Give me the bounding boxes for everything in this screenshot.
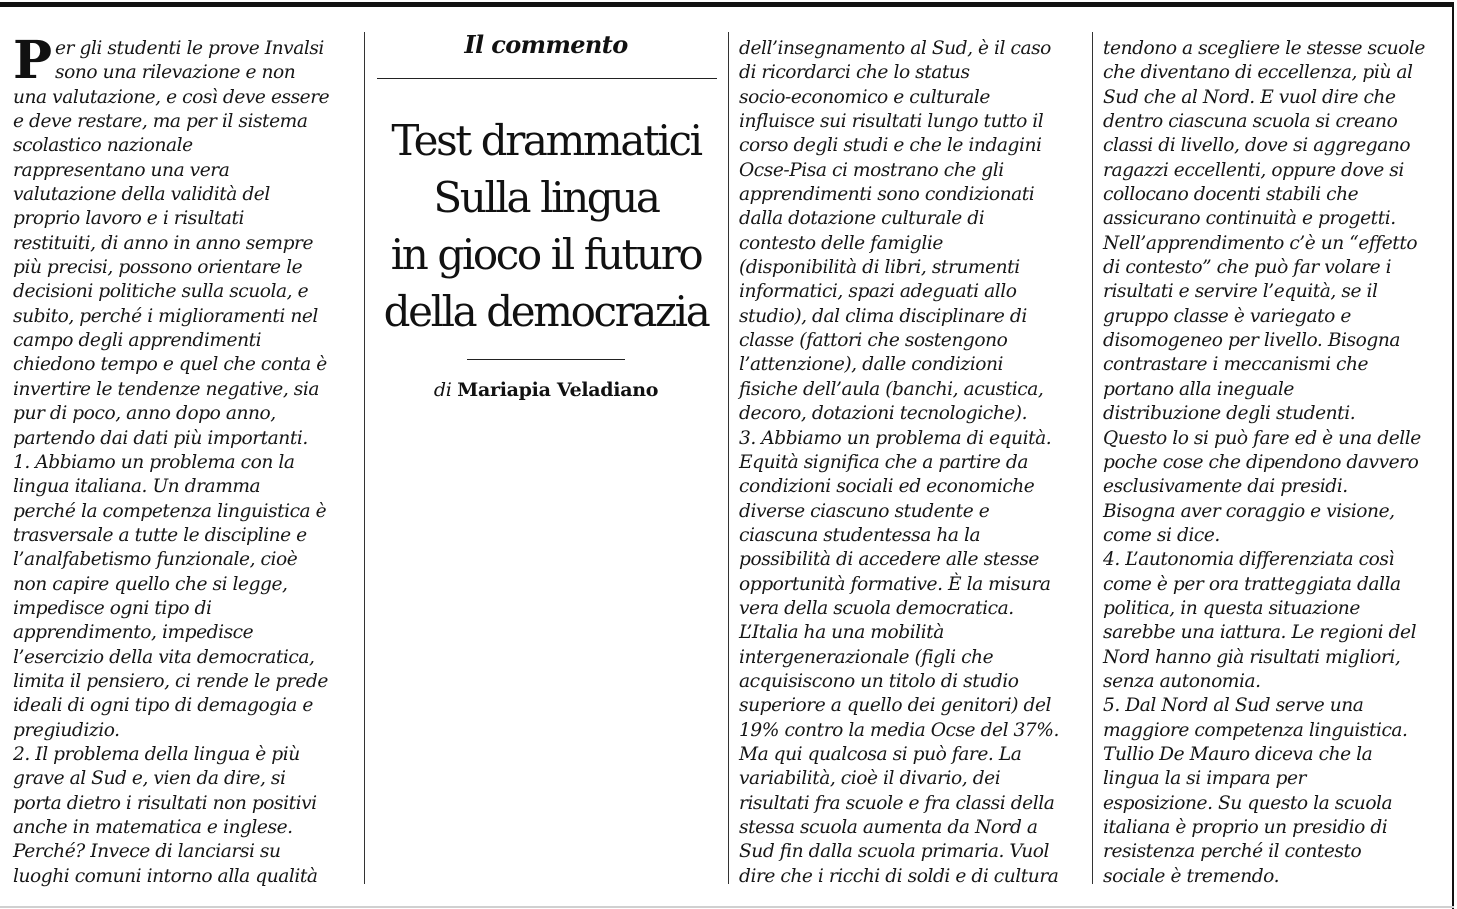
text-line: (disponibilità di libri, strumenti [739,257,1020,279]
text-line: ideali di ogni tipo di demagogia e [13,695,313,717]
rubric-rule [377,78,717,79]
text-line: Tullio De Mauro diceva che la [1103,743,1373,765]
text-line: luoghi comuni intorno alla qualità [13,865,318,887]
text-line: Perché? Invece di lanciarsi su [13,841,281,863]
headline [365,112,727,340]
text-line: er gli studenti le prove Invalsi [55,38,324,59]
text-line: italiana è proprio un presidio di [1103,817,1388,838]
text-line: possibilità di accedere alle stesse [739,549,1039,571]
text-line: contesto delle famiglie [739,232,943,254]
text-line: come si dice. [1103,524,1220,546]
text-line: Equità significa che a partire da [739,451,1028,473]
text-line: ciascuna studentessa ha la [739,524,981,546]
text-line: invertire le tendenze negative, sia [13,378,319,400]
text-line: sono una rilevazione e non [55,62,296,84]
text-line: vera della scuola democratica. [739,597,1014,619]
text-line: una valutazione, e così deve essere [13,86,330,108]
text-line: portano alla ineguale [1103,378,1294,400]
byline [375,376,717,404]
text-line: L’Italia ha una mobilità [739,622,944,644]
text-line: Ocse-Pisa ci mostrano che gli [739,159,1004,181]
text-line: Sud fin dalla scuola primaria. Vuol [739,841,1049,863]
rubric-label: Il commento [464,30,628,59]
text-line: risultati e servire l’equità, se il [1103,281,1378,303]
text-line: pur di poco, anno dopo anno, [13,403,276,425]
text-line: di contesto” che può far volare i [1103,257,1392,279]
article-column-3 [739,37,1084,889]
text-line: partendo dai dati più importanti. [13,427,308,449]
text-line: rappresentano una vera [13,159,230,181]
text-line: subito, perché i miglioramenti nel [13,305,318,327]
text-line: disomogeneo per livello. Bisogna [1103,330,1400,352]
text-line: non capire quello che si legge, [13,573,288,595]
text-line: apprendimenti sono condizionati [739,184,1035,206]
text-line: gruppo classe è variegato e [1103,305,1351,327]
text-line: Sud che al Nord. E vuol dire che [1103,86,1396,108]
text-line: classi di livello, dove si aggregano [1103,135,1411,157]
text-line: l’esercizio della vita democratica, [13,646,315,668]
text-line: Questo lo si può fare ed è una delle [1103,427,1421,449]
text-line: Nord hanno già risultati migliori, [1103,646,1401,668]
article-column-4 [1103,37,1448,889]
text-line: tendono a scegliere le stesse scuole [1103,38,1425,59]
text-line: decisioni politiche sulla scuola, e [13,281,309,303]
text-line: contrastare i meccanismi che [1103,354,1369,376]
text-line: Ma qui qualcosa si può fare. La [739,743,1022,765]
text-line: studio), dal clima disciplinare di [739,305,1027,327]
headline-line: Sulla lingua [433,173,659,222]
text-line: superiore a quello dei genitori) del [739,695,1052,717]
byline-prefix: di [433,379,452,401]
text-line: diverse ciascuno studente e [739,500,990,522]
text-line: porta dietro i risultati non positivi [13,792,317,814]
text-line: che diventano di eccellenza, più al [1103,62,1413,84]
text-line: informatici, spazi adeguati allo [739,281,1017,303]
text-line: fisiche dell’aula (banchi, acustica, [739,378,1044,400]
headline-line: Test drammatici [391,116,701,165]
text-line: scolastico nazionale [13,135,193,157]
text-line: impedisce ogni tipo di [13,597,212,619]
text-line: esclusivamente dai presidi. [1103,476,1348,498]
text-line: poche cose che dipendono davvero [1103,451,1419,473]
text-line: lingua la si impara per [1103,768,1306,790]
text-line: sarebbe una iattura. Le regioni del [1103,622,1417,644]
text-line: e deve restare, ma per il sistema [13,111,308,133]
text-line: valutazione della validità del [13,184,270,206]
headline-line: della democrazia [383,287,709,336]
text-line: lingua italiana. Un dramma [13,476,261,498]
drop-cap: P [13,30,53,91]
text-line: chiedono tempo e quel che conta è [13,354,327,376]
text-line: Bisogna aver coraggio e visione, [1103,500,1395,522]
text-line: grave al Sud e, vien da dire, si [13,768,286,790]
text-line: assicurano continuità e progetti. [1103,208,1396,230]
text-line: stessa scuola aumenta da Nord a [739,817,1038,838]
text-line: variabilità, cioè il divario, dei [739,768,1001,790]
text-line: maggiore competenza linguistica. [1103,719,1408,741]
top-rule [0,2,1453,7]
text-line: classe (fattori che sostengono [739,330,1008,352]
text-line: pregiudizio. [13,719,120,741]
text-line: dire che i ricchi di soldi e di cultura [739,865,1059,887]
column-divider-2 [728,32,729,884]
headline-line: in gioco il futuro [390,230,702,279]
text-line: anche in matematica e inglese. [13,817,293,838]
text-line: come è per ora tratteggiata dalla [1103,573,1401,595]
text-line: l’analfabetismo funzionale, cioè [13,549,298,571]
text-line: 4. L’autonomia differenziata così [1103,549,1394,571]
headline-rule [467,359,625,360]
byline-author: Mariapia Veladiano [457,379,659,401]
text-line: dalla dotazione culturale di [739,208,985,230]
text-line: 1. Abbiamo un problema con la [13,451,295,473]
text-line: dentro ciascuna scuola si creano [1103,111,1398,133]
text-line: ragazzi eccellenti, oppure dove si [1103,159,1404,181]
text-line: senza autonomia. [1103,670,1261,692]
right-border [1452,2,1454,909]
text-line: acquisiscono un titolo di studio [739,670,1019,692]
text-line: risultati fra scuole e fra classi della [739,792,1055,814]
text-line: dell’insegnamento al Sud, è il caso [739,38,1051,59]
text-line: Nell’apprendimento c’è un “effetto [1103,232,1418,254]
text-line: 5. Dal Nord al Sud serve una [1103,695,1364,717]
text-line: intergenerazionale (figli che [739,646,994,668]
text-line: sociale è tremendo. [1103,865,1280,887]
text-line: esposizione. Su questo la scuola [1103,792,1393,814]
text-line: campo degli apprendimenti [13,330,262,352]
text-line: 19% contro la media Ocse del 37%. [739,719,1059,741]
text-line: l’attenzione), dalle condizioni [739,354,1003,376]
text-line: socio-economico e culturale [739,86,990,108]
text-line: resistenza perché il contesto [1103,841,1362,863]
text-line: opportunità formative. È la misura [739,573,1051,595]
text-line: influisce sui risultati lungo tutto il [739,111,1044,133]
text-line: distribuzione degli studenti. [1103,403,1356,425]
text-line: collocano docenti stabili che [1103,184,1359,206]
text-line: più precisi, possono orientare le [13,257,303,279]
text-line: 2. Il problema della lingua è più [13,743,300,765]
text-line: restituiti, di anno in anno sempre [13,232,314,254]
text-line: politica, in questa situazione [1103,597,1360,619]
article-column-1 [13,30,353,889]
text-line: trasversale a tutte le discipline e [13,524,307,546]
text-line: perché la competenza linguistica è [13,500,327,522]
text-line: proprio lavoro e i risultati [13,208,244,230]
text-line: 3. Abbiamo un problema di equità. [739,427,1052,449]
text-line: di ricordarci che lo status [739,62,970,84]
text-line: apprendimento, impedisce [13,622,254,644]
bottom-border [0,906,1454,908]
text-line: decoro, dotazioni tecnologiche). [739,403,1028,425]
text-line: corso degli studi e che le indagini [739,135,1042,157]
text-line: limita il pensiero, ci rende le prede [13,670,328,692]
text-line: condizioni sociali ed economiche [739,476,1035,498]
column-divider-3 [1092,32,1093,884]
